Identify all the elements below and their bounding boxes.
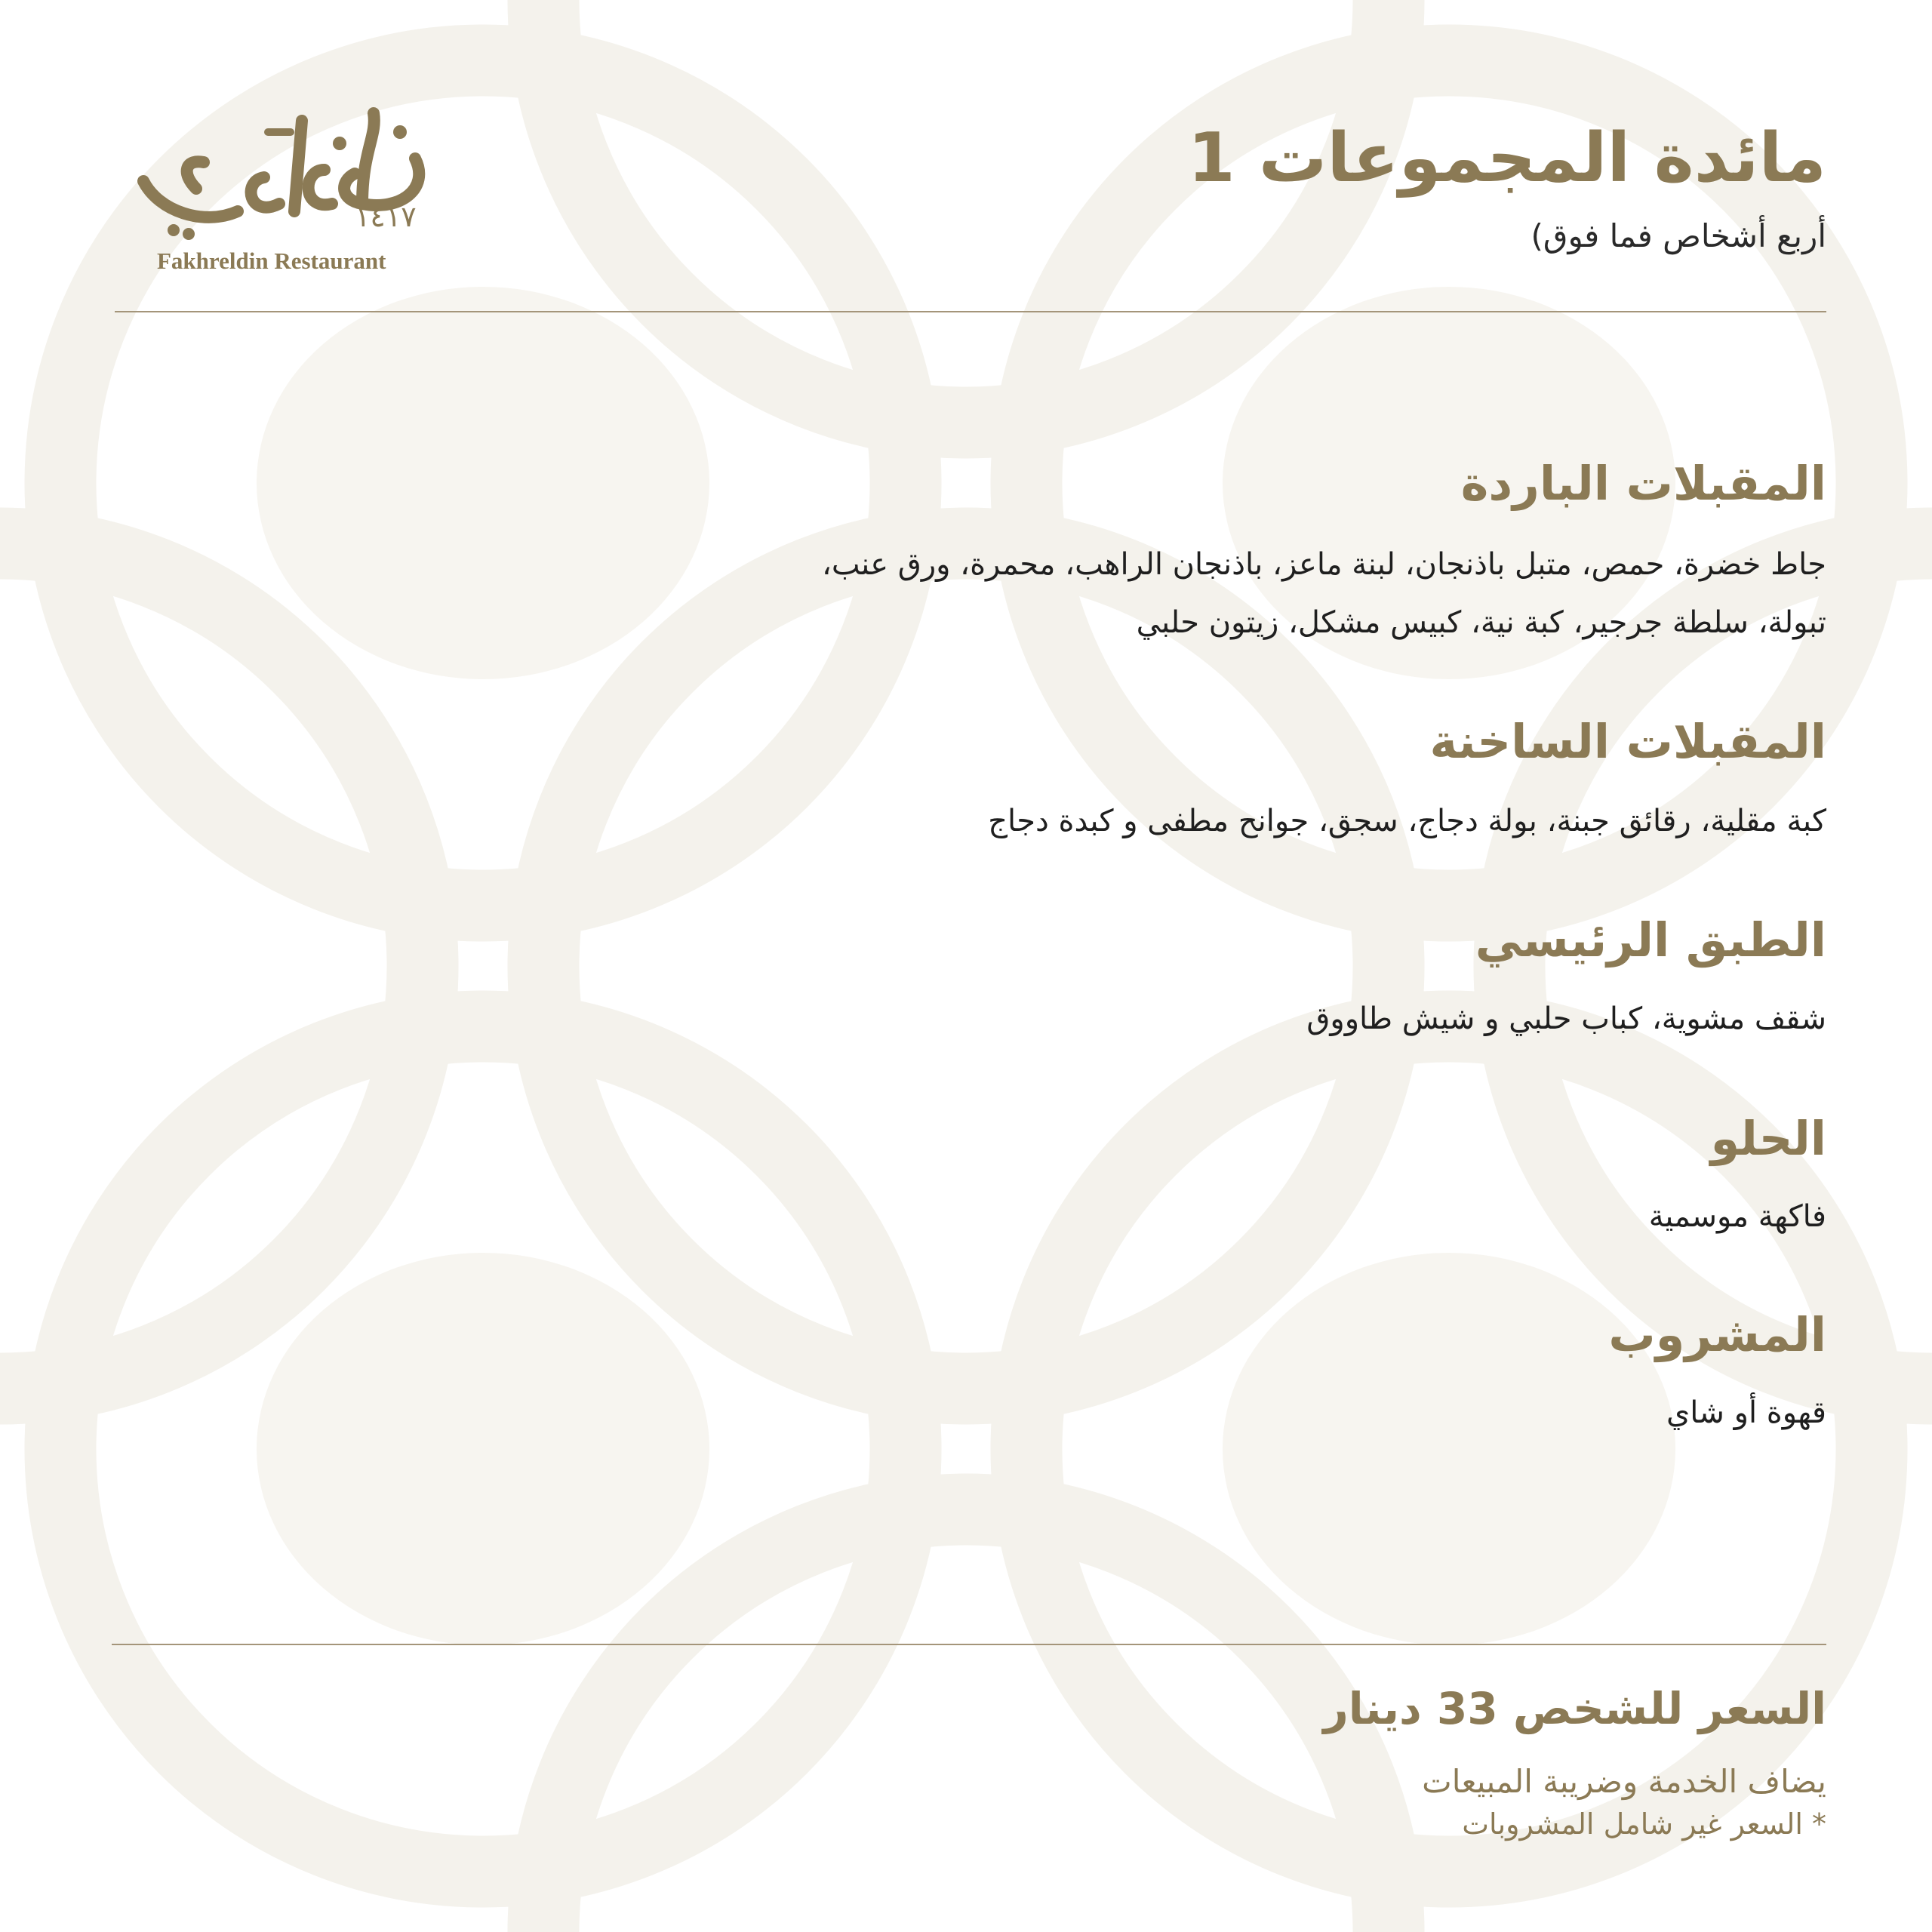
section-text-line: فاكهة موسمية bbox=[1648, 1199, 1826, 1234]
menu-title: مائدة المجموعات 1 bbox=[1187, 118, 1826, 198]
section-text-line: شقف مشوية، كباب حلبي و شيش طاووق bbox=[1306, 1001, 1826, 1036]
section-text-line: قهوة أو شاي bbox=[1666, 1395, 1826, 1430]
section-text-line: جاط خضرة، حمص، متبل باذنجان، لبنة ماعز، باذنجان الراهب، محمرة، ورق عنب، bbox=[821, 547, 1826, 582]
service-tax-note: يضاف الخدمة وضريبة المبيعات bbox=[1422, 1763, 1826, 1800]
section-heading-dessert: الحلو bbox=[1710, 1111, 1826, 1166]
section-text-line: تبولة، سلطة جرجير، كبة نية، كبيس مشكل، زيتون حلبي bbox=[1136, 605, 1826, 640]
bottom-divider bbox=[112, 1644, 1826, 1645]
section-heading-main-course: الطبق الرئيسي bbox=[1475, 912, 1826, 968]
restaurant-logo bbox=[113, 98, 445, 287]
top-divider bbox=[115, 311, 1826, 312]
drinks-exclusion-note: * السعر غير شامل المشروبات bbox=[1462, 1807, 1826, 1841]
section-heading-hot-appetizers: المقبلات الساخنة bbox=[1429, 714, 1826, 769]
logo-year: ١٤١٧ bbox=[355, 200, 417, 233]
price-per-person: السعر للشخص 33 دينار bbox=[1323, 1683, 1826, 1734]
section-text-line: كبة مقلية، رقائق جبنة، بولة دجاج، سجق، جوانح مطفى و كبدة دجاج bbox=[988, 804, 1826, 838]
section-heading-drinks: المشروب bbox=[1608, 1307, 1826, 1362]
menu-subtitle: أربع أشخاص فما فوق) bbox=[1531, 217, 1826, 254]
section-heading-cold-appetizers: المقبلات الباردة bbox=[1460, 456, 1826, 511]
logo-latin-name: Fakhreldin Restaurant bbox=[157, 248, 386, 274]
